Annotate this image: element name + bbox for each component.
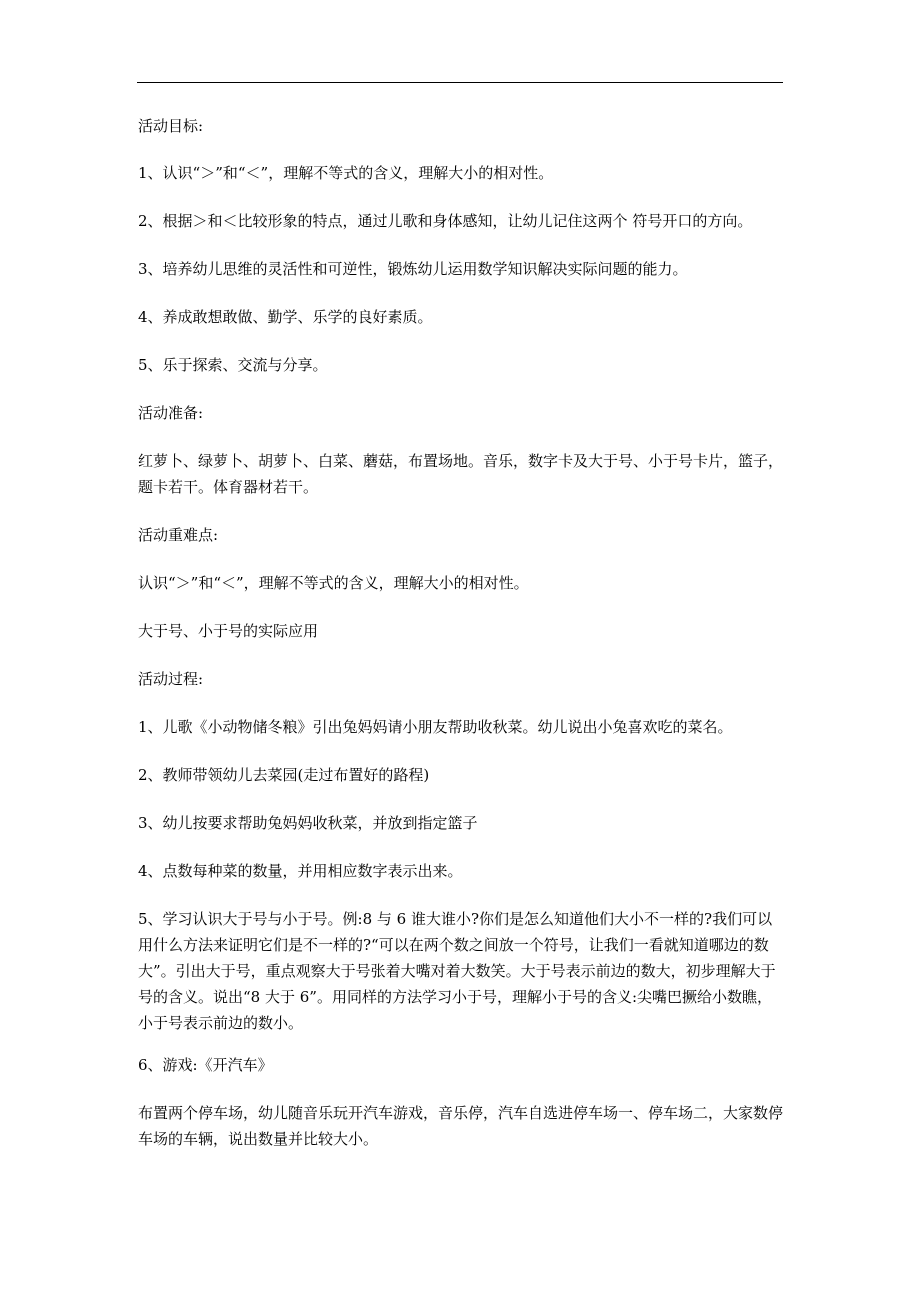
process-step-3: 3、幼儿按要求帮助兔妈妈收秋菜，并放到指定篮子 [138, 814, 478, 832]
heading-key-points: 活动重难点: [138, 526, 219, 544]
objective-1: 1、认识“＞”和“＜”，理解不等式的含义，理解大小的相对性。 [138, 164, 554, 182]
game-description: 布置两个停车场，幼儿随音乐玩开汽车游戏，音乐停，汽车自选进停车场一、停车场二，大家数停车场的车辆，说出数量并比较大小。 [138, 1104, 784, 1148]
header-rule [137, 82, 783, 83]
process-step-6: 6、游戏:《开汽车》 [138, 1056, 273, 1074]
preparation-text: 红萝卜、绿萝卜、胡萝卜、白菜、蘑菇，布置场地。音乐，数字卡及大于号、小于号卡片，篮子，题卡若干。体育器材若干。 [138, 452, 784, 496]
process-step-4: 4、点数每种菜的数量，并用相应数字表示出来。 [138, 862, 463, 880]
process-step-5: 5、学习认识大于号与小于号。例:8 与 6 谁大谁小?你们是怎么知道他们大小不一样的?我们可以用什么方法来证明它们是不一样的?“可以在两个数之间放一个符号，让我们一看就知道哪边的数大”。引出大于号，重点观察大于号张着大嘴对着大数笑。大于号表示前边的数大，初步理解大于号的含义。说出“8 大于 6”。用同样的方法学习小于号，理解小于号的含义:尖嘴巴撅给小数瞧，小于号表示前边的数小。 [138, 910, 776, 1032]
objective-4: 4、养成敢想敢做、勤学、乐学的良好素质。 [138, 308, 433, 326]
key-point-2: 大于号、小于号的实际应用 [138, 622, 319, 640]
key-point-1: 认识“＞”和“＜”，理解不等式的含义，理解大小的相对性。 [138, 574, 529, 592]
objective-5: 5、乐于探索、交流与分享。 [138, 356, 328, 374]
process-step-2: 2、教师带领幼儿去菜园(走过布置好的路程) [138, 766, 430, 784]
heading-objectives: 活动目标: [138, 117, 204, 135]
heading-preparation: 活动准备: [138, 404, 204, 422]
heading-process: 活动过程: [138, 670, 204, 688]
process-step-1: 1、儿歌《小动物储冬粮》引出兔妈妈请小朋友帮助收秋菜。幼儿说出小兔喜欢吃的菜名。 [138, 718, 733, 736]
objective-3: 3、培养幼儿思维的灵活性和可逆性，锻炼幼儿运用数学知识解决实际问题的能力。 [138, 260, 688, 278]
objective-2: 2、根据＞和＜比较形象的特点，通过儿歌和身体感知，让幼儿记住这两个 符号开口的方向。 [138, 212, 753, 230]
